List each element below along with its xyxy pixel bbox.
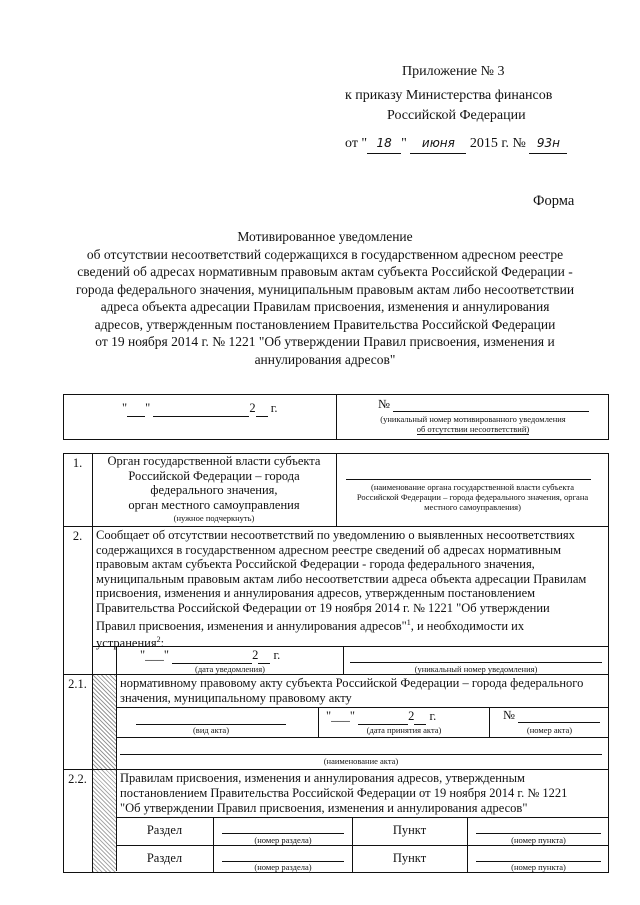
authority-name-note: (наименование органа государственной власти субъекта Российской Федерации – города федерального значения, органа местного самоуправления)	[356, 482, 589, 512]
appendix-title: Приложение № 3	[402, 64, 505, 79]
section-note: (номер раздела)	[254, 835, 312, 845]
row-number: 1.	[72, 456, 83, 470]
order-line-2: Российской Федерации	[387, 108, 526, 123]
title-line: города федерального значения, муниципальным правовым актам либо несоответствии	[75, 281, 575, 297]
notice-unique-note: (уникальный номер уведомления)	[414, 664, 538, 674]
checkbox-hatched[interactable]	[93, 675, 116, 769]
order-line-1: к приказу Министерства финансов	[345, 88, 553, 103]
order-number: 93н	[529, 133, 567, 154]
row-number: 2.1.	[68, 677, 87, 691]
date-month: июня	[410, 133, 466, 154]
act-accept-date: "___" 2 г.	[326, 709, 437, 723]
section-label: Раздел	[146, 823, 183, 837]
item-note: (номер пункта)	[511, 835, 566, 845]
order-date-line	[345, 133, 567, 154]
date-quote: "	[401, 136, 407, 151]
date-prefix: от "	[345, 136, 368, 151]
item-label: Пункт	[392, 823, 427, 837]
section-label: Раздел	[146, 851, 183, 865]
title-line: Мотивированное уведомление	[237, 229, 413, 244]
title-line: сведений об адресах нормативным правовым актам субъекта Российской Федерации -	[77, 264, 573, 279]
section-note: (номер раздела)	[254, 862, 312, 872]
document-title	[40, 228, 610, 368]
row-number: 2.2.	[68, 772, 87, 786]
title-line: адреса объекта адресации Правилам присвоения, изменения и аннулирования	[100, 299, 550, 314]
act-number-note: (номер акта)	[526, 725, 573, 735]
checkbox-hatched[interactable]	[93, 770, 116, 872]
act-type-note: (вид акта)	[192, 725, 230, 735]
title-line: от 19 ноября 2014 г. № 1221 "Об утверждении Правил присвоения, изменения и	[95, 334, 555, 349]
item-label: Пункт	[392, 851, 427, 865]
authority-label: Орган государственной власти субъекта Российской Федерации – города федерального значения, орган местного самоуправления (нужное подчеркнуть)	[94, 454, 334, 524]
act-accept-note: (дата принятия акта)	[366, 725, 442, 735]
title-line: об отсутствии несоответствий содержащихся в государственном адресном реестре	[86, 246, 564, 262]
title-line: адресов, утвержденным постановлением Правительства Российской Федерации	[94, 316, 556, 332]
date-day: 18	[367, 133, 401, 154]
date-year: 2015 г. №	[469, 136, 526, 151]
act-description: нормативному правовому акту субъекта Российской Федерации – города федерального значения, муниципальному правовому акту	[120, 676, 584, 705]
number-sign: №	[378, 397, 390, 411]
unique-number-note: (уникальный номер мотивированного уведомления об отсутствии несоответствий)	[380, 414, 566, 434]
rules-description: Правилам присвоения, изменения и аннулирования адресов, утвержденным постановлением Правительства Российской Федерации от 19 ноября 2014 г. № 1221 "Об утверждении Правил присвоения, изменения и аннулирования адресов"	[120, 771, 568, 815]
authority-note: (нужное подчеркнуть)	[173, 513, 255, 523]
row-number: 2.	[72, 529, 83, 543]
notice-body-text: Сообщает об отсутствии несоответствий по уведомлению о выявленных несоответствиях содержащихся в государственном адресном реестре сведений об адресах нормативным правовым актам субъекта Российской Федерации - города федерального значения, муниципальным правовым актам либо несоответствии адреса объекта адресации Правилам присвоения, изменения и аннулирования адресов, утвержденным постановлением Правительства Российской Федерации от 19 ноября 2014 г. № 1221 "Об утверждении Правил присвоения, изменения и аннулирования адресов"$^1$, и необходимости их устранения$^2$:	[96, 528, 587, 651]
act-name-note: (наименование акта)	[323, 756, 399, 766]
notice-date-note: (дата уведомления)	[195, 664, 265, 674]
notice-date: " " 2 г.	[122, 401, 278, 415]
title-line: аннулирования адресов"	[254, 351, 396, 367]
notice-date-field: "___" 2 г.	[140, 648, 281, 662]
form-label: Форма	[533, 193, 575, 209]
item-note: (номер пункта)	[511, 862, 566, 872]
act-number-sign: №	[503, 708, 515, 722]
